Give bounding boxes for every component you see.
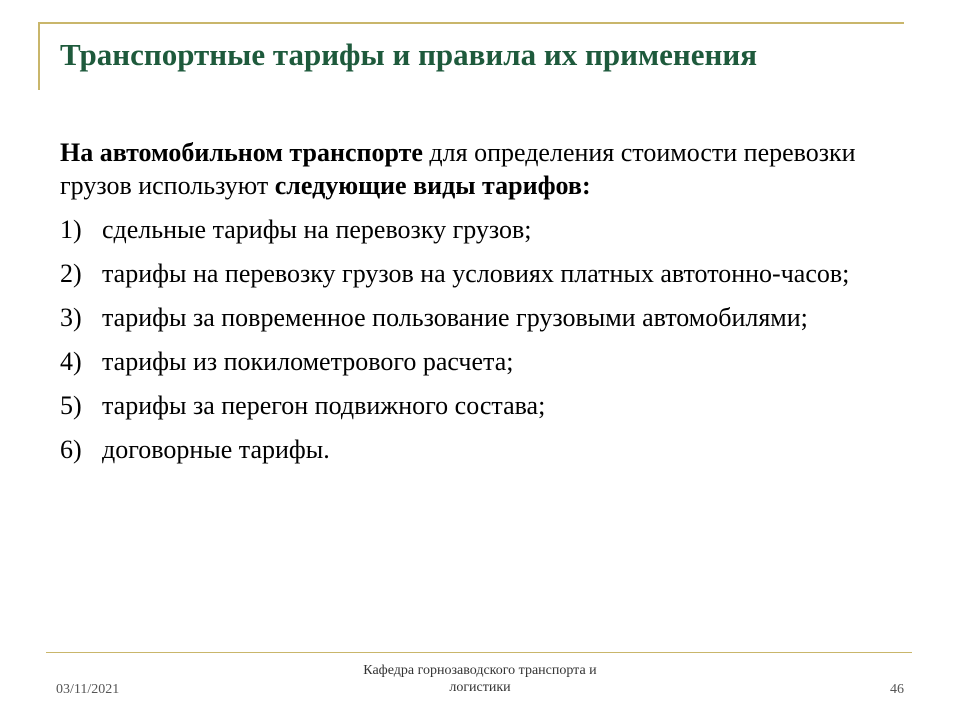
- list-item: [60, 257, 920, 290]
- list-item-text: тарифы за перегон подвижного состава;: [102, 391, 546, 420]
- footer-divider: [46, 652, 912, 653]
- list-item-number: 3): [60, 303, 82, 332]
- list-item: [60, 345, 920, 378]
- slide-content: [60, 136, 920, 477]
- list-item-text: тарифы на перевозку грузов на условиях платных автотонно-часов;: [102, 259, 850, 288]
- slide-title: Транспортные тарифы и правила их применения: [60, 37, 757, 72]
- list-item-text: сдельные тарифы на перевозку грузов;: [102, 215, 532, 244]
- list-item: [60, 433, 920, 466]
- intro-bold-2: следующие виды тарифов:: [274, 171, 591, 200]
- list-item-number: 1): [60, 215, 82, 244]
- frame-top-line: [38, 22, 904, 24]
- footer-department-line-2: логистики: [449, 680, 511, 695]
- list-item-text: договорные тарифы.: [102, 435, 330, 464]
- list-item-number: 6): [60, 435, 82, 464]
- list-item-text: тарифы за повременное пользование грузовыми автомобилями;: [102, 303, 808, 332]
- list-item-number: 2): [60, 259, 82, 288]
- list-item: [60, 213, 920, 246]
- list-item-number: 4): [60, 347, 82, 376]
- intro-text: для определения стоимости перевозки грузов используют: [60, 138, 856, 200]
- list-item-text: тарифы из покилометрового расчета;: [102, 347, 514, 376]
- intro-paragraph: [60, 136, 920, 202]
- intro-bold-1: На автомобильном транспорте: [60, 138, 423, 167]
- list-item-number: 5): [60, 391, 82, 420]
- footer-department-line-1: Кафедра горнозаводского транспорта и: [363, 663, 597, 678]
- tariff-list: [60, 213, 920, 466]
- page-number: 46: [890, 682, 904, 697]
- footer-department: [330, 662, 630, 696]
- footer-date: 03/11/2021: [56, 682, 120, 697]
- frame-left-line: [38, 22, 40, 90]
- list-item: [60, 389, 920, 422]
- list-item: [60, 301, 920, 334]
